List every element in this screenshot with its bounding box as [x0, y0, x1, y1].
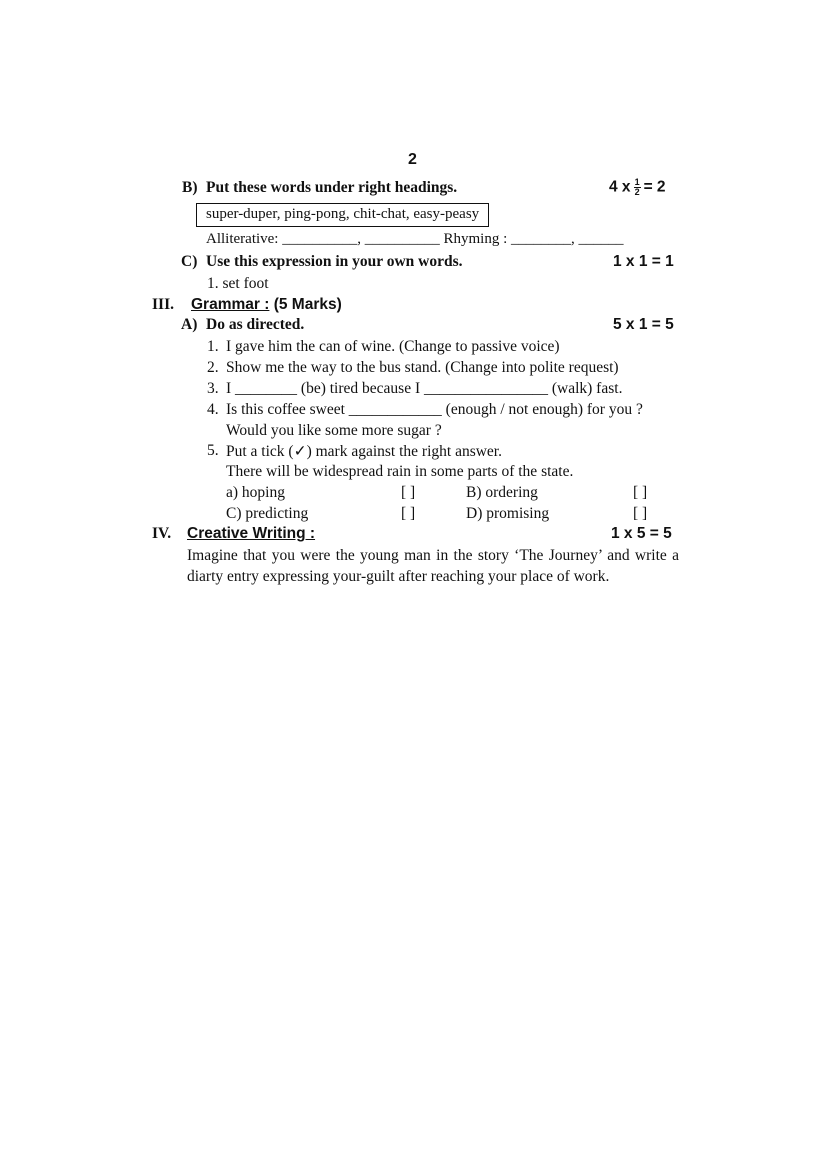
section-iii-numeral: III.: [152, 296, 174, 313]
item-number: 4.: [207, 401, 219, 418]
grammar-subtitle: (5 Marks): [273, 296, 342, 313]
section-iii-a-title: Do as directed.: [206, 316, 305, 333]
item-number: 1.: [207, 338, 219, 355]
section-c-title: Use this expression in your own words.: [206, 253, 463, 270]
fraction-denominator: 2: [634, 187, 640, 197]
marks-multiplier: 4 x: [609, 178, 631, 196]
option-b-label: B) ordering: [466, 484, 538, 501]
item-text: I gave him the can of wine. (Change to passive voice): [226, 338, 560, 355]
option-a-bracket[interactable]: [ ]: [401, 484, 416, 501]
half-fraction: [634, 178, 641, 197]
item-text: I ________ (be) tired because I ________________ (walk) fast.: [226, 380, 623, 397]
section-b-title: Put these words under right headings.: [206, 179, 458, 196]
fraction-numerator: 1: [634, 177, 640, 187]
item-number: 5.: [207, 442, 219, 459]
section-b-label: B): [182, 179, 198, 196]
section-iv-marks: 1 x 5 = 5: [611, 525, 672, 542]
item-number: 2.: [207, 359, 219, 376]
section-b-marks: [609, 178, 666, 197]
section-c-label: C): [181, 253, 198, 270]
section-iv-title: Creative Writing :: [187, 525, 316, 542]
section-iv-text: Imagine that you were the young man in the story ‘The Journey’ and write a diarty entry expressing your-guilt after reaching your place of work.: [187, 547, 679, 585]
option-d-label: D) promising: [466, 505, 550, 522]
section-c-item: 1. set foot: [207, 275, 269, 292]
page-number: 2: [408, 151, 417, 168]
marks-total: = 2: [643, 178, 666, 196]
section-iii-heading: [191, 296, 342, 314]
headings-line: Alliterative: __________, __________ Rhyming : ________, ______: [206, 231, 624, 247]
option-a-label: a) hoping: [226, 484, 285, 501]
option-b-bracket[interactable]: [ ]: [633, 484, 648, 501]
item-number: 3.: [207, 380, 219, 397]
section-c-marks: 1 x 1 = 1: [613, 253, 674, 270]
grammar-title: Grammar :: [191, 296, 270, 313]
item-text: Show me the way to the bus stand. (Change into polite request): [226, 359, 619, 376]
item-text: Put a tick (✓) mark against the right answer.: [226, 443, 502, 460]
section-iv-numeral: IV.: [152, 525, 172, 542]
section-iii-a-marks: 5 x 1 = 5: [613, 316, 674, 333]
word-box: super-duper, ping-pong, chit-chat, easy-peasy: [196, 203, 489, 227]
item-text: Is this coffee sweet ____________ (enough / not enough) for you ?: [226, 401, 643, 418]
option-c-label: C) predicting: [226, 505, 309, 522]
item-text: Would you like some more sugar ?: [226, 422, 442, 439]
section-iii-a-label: A): [181, 316, 198, 333]
item-text: There will be widespread rain in some parts of the state.: [226, 463, 574, 480]
option-d-bracket[interactable]: [ ]: [633, 505, 648, 522]
option-c-bracket[interactable]: [ ]: [401, 505, 416, 522]
